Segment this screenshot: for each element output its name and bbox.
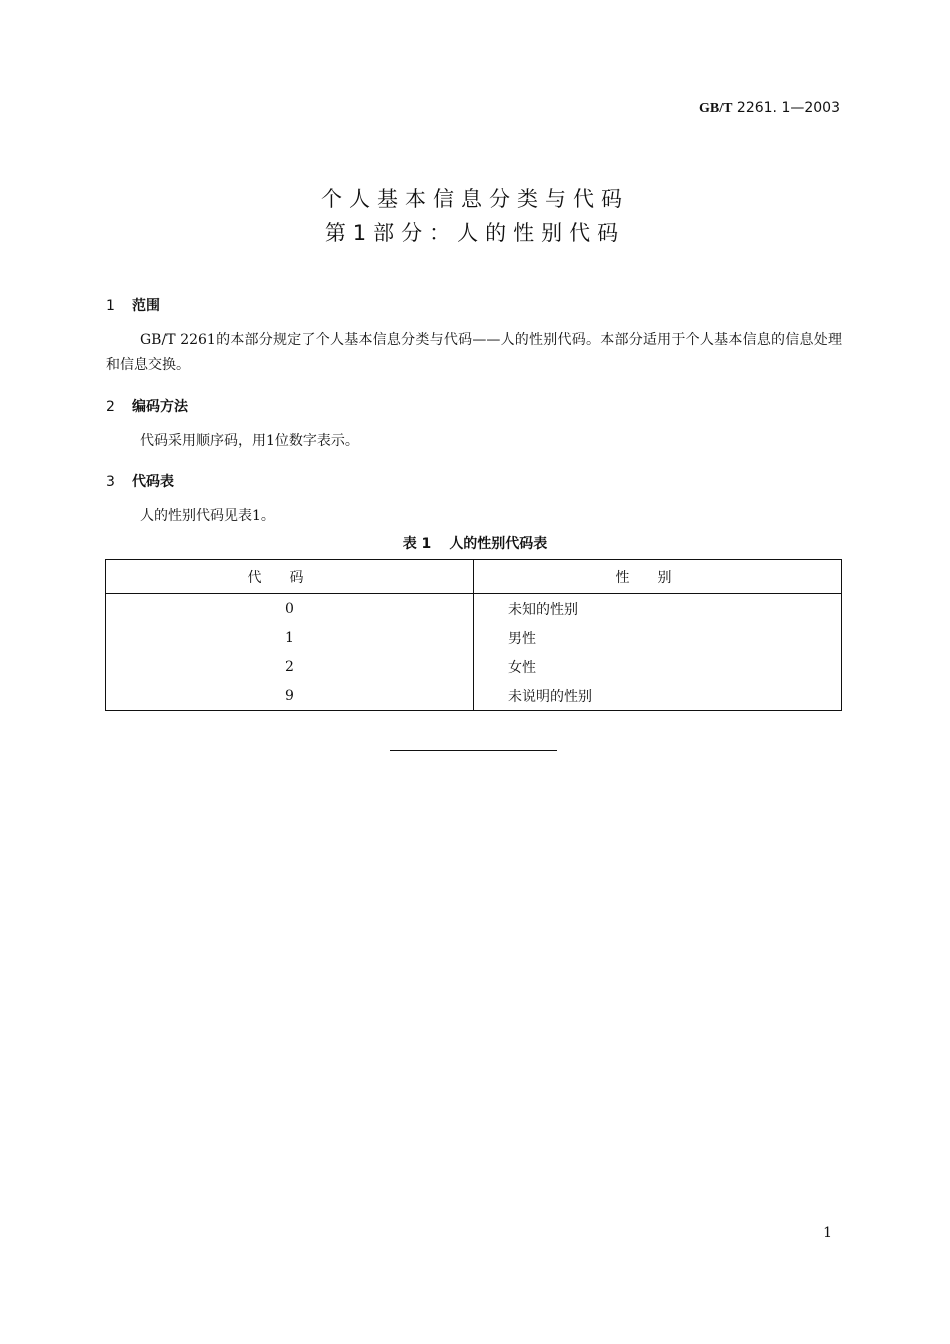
header-gender: 性别 [474,560,842,594]
table-title [0,533,950,553]
section-1-heading [106,295,160,315]
section-3-paragraph: 人的性别代码见表1。 [140,508,275,524]
gender-cell: 女性 [474,652,842,681]
code-cell: 1 [106,623,474,652]
table-row [106,681,842,711]
header-code: 代码 [106,560,474,594]
gender-cell: 未说明的性别 [474,681,842,711]
standard-prefix: GB/T [699,101,733,116]
end-rule [390,750,557,751]
code-cell: 9 [106,681,474,711]
section-1-paragraph: GB/T 2261的本部分规定了个人基本信息分类与代码——人的性别代码。本部分适用于个人基本信息的信息处理和信息交换。 [106,332,842,373]
section-title: 范围 [132,298,160,314]
gender-cell: 男性 [474,623,842,652]
table-row [106,652,842,681]
table-row [106,623,842,652]
table-row [106,594,842,624]
code-cell: 0 [106,594,474,624]
section-title: 编码方法 [132,399,188,415]
table-header-row [106,560,842,594]
section-number: 2 [106,399,115,415]
table-label: 表 1 [402,536,432,552]
standard-number: 2261. 1—2003 [736,100,840,116]
document-subtitle: 第1部分：人的性别代码 [324,221,626,245]
section-title: 代码表 [132,474,174,490]
section-number: 3 [106,474,115,490]
gender-cell: 未知的性别 [474,594,842,624]
code-cell: 2 [106,652,474,681]
section-2-heading [106,396,188,416]
document-title: 个人基本信息分类与代码 [321,187,629,211]
section-number: 1 [106,298,115,314]
section-2-paragraph: 代码采用顺序码，用1位数字表示。 [140,433,359,449]
section-3-heading [106,471,174,491]
standard-code [699,100,840,117]
page-number: 1 [823,1225,832,1241]
table-caption: 人的性别代码表 [449,536,548,552]
gender-code-table [105,559,842,711]
